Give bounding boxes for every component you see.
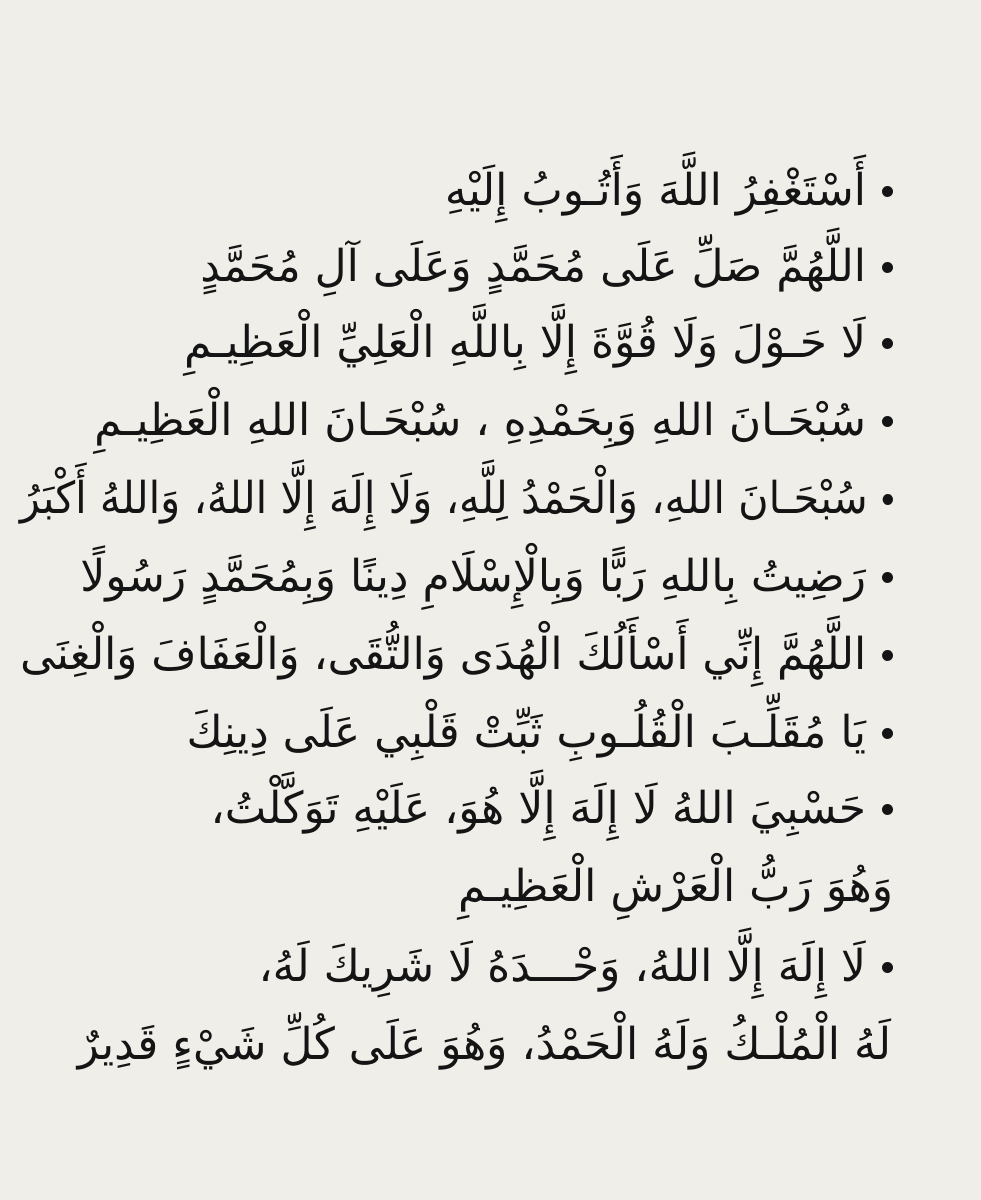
bullet-dot: [882, 804, 893, 815]
dhikr-line-8: [186, 701, 893, 765]
dhikr-text: رَضِيتُ بِاللهِ رَبًّا وَبِالْإِسْلَامِ دِينًا وَبِمُحَمَّدٍ رَسُولًا: [80, 551, 866, 602]
bullet-dot: [882, 650, 893, 661]
dhikr-line-4: [94, 389, 893, 453]
dhikr-line-6: [80, 545, 893, 609]
dhikr-text: وَهُوَ رَبُّ الْعَرْشِ الْعَظِيـمِ: [457, 861, 893, 912]
dhikr-text: سُبْحَـانَ اللهِ، وَالْحَمْدُ لِلَّهِ، وَلَا إِلَهَ إِلَّا اللهُ، وَاللهُ أَكْبَرُ: [19, 473, 868, 524]
dhikr-text: اللَّهُمَّ صَلِّ عَلَى مُحَمَّدٍ وَعَلَى آلِ مُحَمَّدٍ: [200, 241, 866, 292]
dhikr-text: أَسْتَغْفِرُ اللَّهَ وَأَتُـوبُ إِلَيْهِ: [444, 165, 866, 216]
bullet-dot: [882, 728, 893, 739]
dhikr-text: لَهُ الْمُلْـكُ وَلَهُ الْحَمْدُ، وَهُوَ عَلَى كُلِّ شَيْءٍ قَدِيرٌ: [77, 1019, 891, 1070]
bullet-dot: [882, 262, 893, 273]
bullet-dot: [882, 186, 893, 197]
dhikr-text: يَا مُقَلِّـبَ الْقُلُـوبِ ثَبِّتْ قَلْبِي عَلَى دِينِكَ: [186, 707, 866, 758]
dhikr-text: لَا إِلَهَ إِلَّا اللهُ، وَحْـــدَهُ لَا شَرِيكَ لَهُ،: [258, 941, 866, 992]
dhikr-text: اللَّهُمَّ إِنِّي أَسْأَلُكَ الْهُدَى وَالتُّقَى، وَالْعَفَافَ وَالْغِنَى: [20, 629, 867, 680]
dhikr-line-7: [20, 623, 893, 687]
dhikr-text: لَا حَـوْلَ وَلَا قُوَّةَ إِلَّا بِاللَّهِ الْعَلِيِّ الْعَظِيـمِ: [184, 317, 866, 368]
dhikr-line-3: [184, 311, 893, 375]
dhikr-line-10: [258, 935, 893, 999]
dhikr-line-9-continuation: [458, 855, 893, 919]
dhikr-line-2: [200, 235, 893, 299]
dhikr-line-9: [211, 777, 893, 841]
bullet-dot: [882, 416, 893, 427]
dhikr-line-10-continuation: [78, 1013, 891, 1077]
bullet-dot: [882, 572, 893, 583]
bullet-dot: [882, 962, 893, 973]
bullet-dot: [882, 338, 893, 349]
dhikr-line-1: [445, 159, 893, 223]
dhikr-line-5: [20, 467, 893, 531]
bullet-dot: [883, 494, 893, 505]
dhikr-text: حَسْبِيَ اللهُ لَا إِلَهَ إِلَّا هُوَ، عَلَيْهِ تَوَكَّلْتُ،: [210, 783, 866, 834]
dhikr-text: سُبْحَـانَ اللهِ وَبِحَمْدِهِ ، سُبْحَـانَ اللهِ الْعَظِيـمِ: [94, 395, 866, 446]
